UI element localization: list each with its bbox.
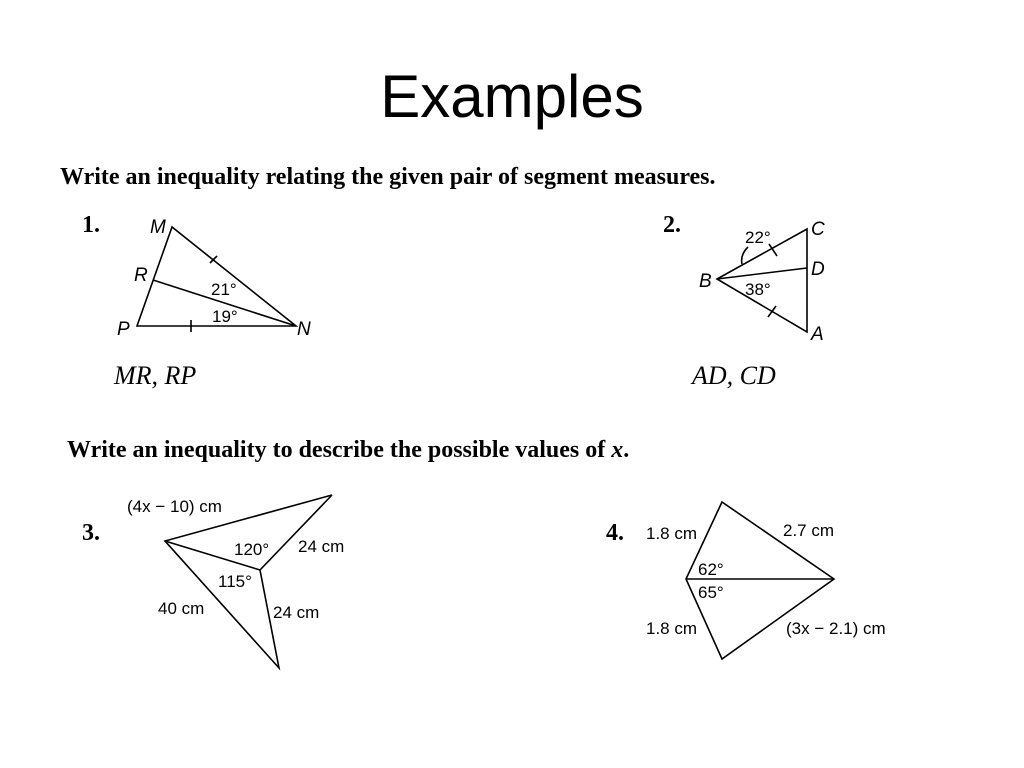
label-N: N [297, 319, 311, 340]
angle-120: 120° [234, 540, 270, 559]
angle-21: 21° [211, 280, 237, 299]
side-top-right-label: 2.7 cm [783, 521, 835, 540]
angle-62: 62° [698, 560, 724, 579]
angle-115: 115° [218, 572, 252, 591]
problem1-segment-pair: MR, RP [114, 361, 197, 390]
problem3-number: 3. [82, 520, 100, 546]
variable-x: x [611, 437, 624, 463]
side-top-left-label: 1.8 cm [646, 524, 698, 543]
side-left-lower-label: 40 cm [158, 599, 205, 618]
label-P: P [117, 319, 130, 340]
problem2-segment-pair: AD, CD [692, 361, 776, 390]
side-bottom-left-label: 1.8 cm [646, 619, 698, 638]
label-A: A [811, 324, 824, 345]
label-C: C [811, 219, 825, 240]
slide-title: Examples [380, 63, 644, 130]
section2-instruction-text: Write an inequality to describe the possible values of [67, 437, 612, 463]
angle-38: 38° [745, 280, 771, 299]
side-right-lower-label: 24 cm [273, 603, 320, 622]
section2-instruction-period: . [623, 437, 630, 463]
problem1-number: 1. [82, 212, 100, 238]
label-B: B [699, 271, 712, 292]
side-bottom-right-label: (3x − 2.1) cm [786, 619, 886, 638]
angle-19: 19° [212, 307, 238, 326]
label-R: R [134, 265, 148, 286]
side-top-label: (4x − 10) cm [127, 497, 222, 516]
label-D: D [811, 259, 825, 280]
angle-65: 65° [698, 583, 724, 602]
problem2-number: 2. [663, 212, 681, 238]
label-M: M [150, 217, 166, 238]
side-right-upper-label: 24 cm [298, 537, 345, 556]
problem4-number: 4. [606, 520, 624, 546]
angle-22: 22° [745, 228, 771, 247]
section1-instruction: Write an inequality relating the given pair of segment measures. [60, 164, 716, 190]
